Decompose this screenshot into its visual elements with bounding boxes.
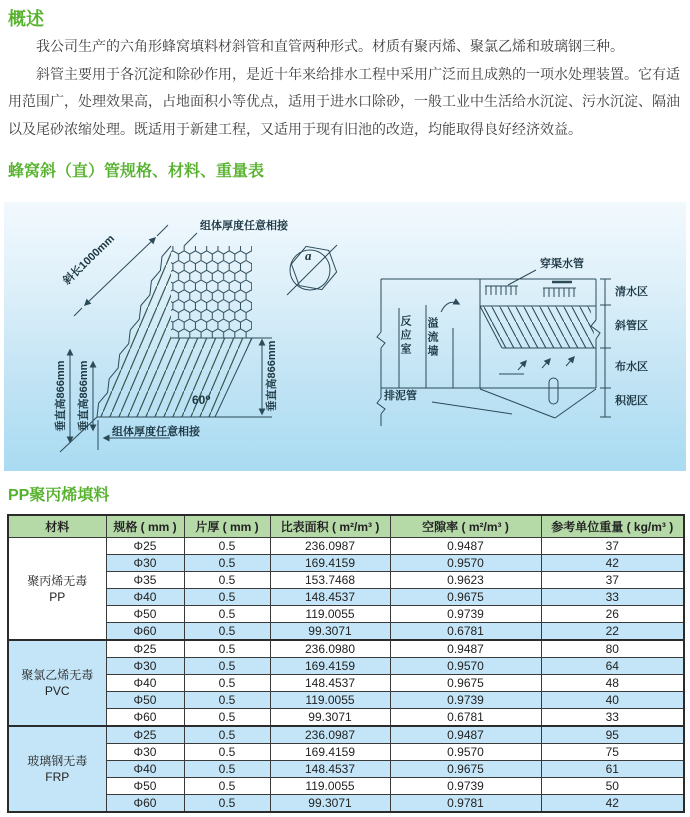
value-cell: 0.5 <box>184 623 270 641</box>
value-cell: Φ30 <box>106 744 184 761</box>
vertical-height-label-2: 垂直高866mm <box>78 360 90 432</box>
table-row <box>8 606 684 623</box>
value-cell: 0.5 <box>184 658 270 675</box>
material-code: PP <box>49 589 66 604</box>
column-header: 材料 <box>8 515 106 538</box>
materials-heading: PP聚丙烯填料 <box>8 487 110 504</box>
value-cell: 0.9675 <box>390 761 541 778</box>
value-cell: 33 <box>541 589 684 606</box>
zone-distribution-label: 布水区 <box>615 361 648 373</box>
value-cell: 99.3071 <box>270 795 390 813</box>
material-cell <box>8 538 106 641</box>
value-cell: 0.5 <box>184 778 270 795</box>
table-row <box>8 623 684 641</box>
value-cell: 37 <box>541 538 684 555</box>
value-cell: 0.5 <box>184 572 270 589</box>
table-row <box>8 692 684 709</box>
value-cell: Φ60 <box>106 709 184 727</box>
value-cell: Φ40 <box>106 589 184 606</box>
value-cell: 0.9487 <box>390 538 541 555</box>
overflow-wall-label: 溢流墙 <box>426 317 438 359</box>
value-cell: 236.0980 <box>270 640 390 658</box>
column-header: 规格 ( mm ) <box>106 515 184 538</box>
value-cell: 0.9570 <box>390 744 541 761</box>
value-cell: 0.9675 <box>390 675 541 692</box>
value-cell: 0.9739 <box>390 606 541 623</box>
value-cell: 0.5 <box>184 692 270 709</box>
table-row <box>8 658 684 675</box>
table-row <box>8 675 684 692</box>
value-cell: 119.0055 <box>270 778 390 795</box>
value-cell: 119.0055 <box>270 692 390 709</box>
value-cell: 0.6781 <box>390 709 541 727</box>
value-cell: Φ25 <box>106 538 184 555</box>
tube-size-label: a <box>305 248 312 263</box>
value-cell: 0.9739 <box>390 778 541 795</box>
material-code: FRP <box>45 770 70 784</box>
bottom-join-label: 组体厚度任意相接 <box>112 426 200 438</box>
value-cell: 236.0987 <box>270 538 390 555</box>
value-cell: Φ25 <box>106 726 184 744</box>
material-code: PVC <box>44 684 70 698</box>
value-cell: Φ40 <box>106 761 184 778</box>
value-cell: 48 <box>541 675 684 692</box>
vertical-height-label-3: 垂直高866mm <box>266 340 278 412</box>
table-row <box>8 538 684 555</box>
value-cell: Φ30 <box>106 555 184 572</box>
value-cell: 42 <box>541 555 684 572</box>
diagram-panel <box>4 202 686 471</box>
value-cell: Φ60 <box>106 795 184 813</box>
value-cell: Φ25 <box>106 640 184 658</box>
value-cell: 148.4537 <box>270 761 390 778</box>
value-cell: 50 <box>541 778 684 795</box>
value-cell: 169.4159 <box>270 555 390 572</box>
value-cell: 169.4159 <box>270 744 390 761</box>
overview-paragraph-1: 我公司生产的六角形蜂窝填料材斜管和直管两种形式。材质有聚丙烯、聚氯乙烯和玻璃钢三种。 <box>36 38 624 54</box>
column-header: 片厚 ( mm ) <box>184 515 270 538</box>
column-header: 比表面积 ( m²/m³ ) <box>270 515 390 538</box>
value-cell: Φ35 <box>106 572 184 589</box>
value-cell: 0.5 <box>184 726 270 744</box>
table-row <box>8 709 684 727</box>
table-row <box>8 795 684 813</box>
value-cell: 0.5 <box>184 744 270 761</box>
value-cell: 22 <box>541 623 684 641</box>
table-row <box>8 572 684 589</box>
value-cell: 0.9781 <box>390 795 541 813</box>
value-cell: 33 <box>541 709 684 727</box>
table-row <box>8 744 684 761</box>
value-cell: 0.5 <box>184 538 270 555</box>
top-join-label: 组体厚度任意相接 <box>200 220 288 232</box>
table-row <box>8 640 684 658</box>
value-cell: 0.5 <box>184 589 270 606</box>
value-cell: 99.3071 <box>270 623 390 641</box>
overview-paragraph-2: 斜管主要用于各沉淀和除砂作用，是近十年来给排水工程中采用广泛而且成熟的一项水处理装置。它有适用范围广，处理效果高，占地面积小等优点，适用于进水口除砂，一般工业中生活给水沉淀、污水沉淀、隔油以及尾砂浓缩处理。既适用于新建工程，又适用于现有旧池的改造，均能取得良好经济效益。 <box>8 65 680 137</box>
table-row <box>8 778 684 795</box>
value-cell: Φ60 <box>106 623 184 641</box>
value-cell: 0.6781 <box>390 623 541 641</box>
overview-heading: 概述 <box>8 9 44 29</box>
spec-table-header-row <box>8 515 684 538</box>
value-cell: 0.9487 <box>390 640 541 658</box>
value-cell: 64 <box>541 658 684 675</box>
top-pipe-label: 穿渠水管 <box>540 258 584 270</box>
value-cell: 75 <box>541 744 684 761</box>
spec-table-heading: 蜂窝斜（直）管规格、材料、重量表 <box>8 163 265 180</box>
value-cell: 0.9675 <box>390 589 541 606</box>
value-cell: 148.4537 <box>270 589 390 606</box>
value-cell: 0.5 <box>184 675 270 692</box>
value-cell: 0.5 <box>184 795 270 813</box>
value-cell: 42 <box>541 795 684 813</box>
value-cell: 0.9487 <box>390 726 541 744</box>
value-cell: 0.5 <box>184 709 270 727</box>
value-cell: 0.5 <box>184 606 270 623</box>
spec-table-body <box>8 538 684 813</box>
slant-length-label: 斜长1000mm <box>61 232 117 288</box>
value-cell: Φ50 <box>106 606 184 623</box>
spec-table <box>7 514 685 813</box>
value-cell: 26 <box>541 606 684 623</box>
value-cell: 80 <box>541 640 684 658</box>
value-cell: 95 <box>541 726 684 744</box>
material-cell <box>8 640 106 726</box>
value-cell: 37 <box>541 572 684 589</box>
table-row <box>8 761 684 778</box>
value-cell: 0.5 <box>184 555 270 572</box>
value-cell: 0.9739 <box>390 692 541 709</box>
table-row <box>8 555 684 572</box>
zone-sludge-label: 积泥区 <box>615 395 648 407</box>
value-cell: Φ50 <box>106 692 184 709</box>
material-name: 玻璃钢无毒 <box>27 754 88 768</box>
value-cell: 61 <box>541 761 684 778</box>
value-cell: 0.5 <box>184 640 270 658</box>
value-cell: Φ40 <box>106 675 184 692</box>
zone-clear-label: 清水区 <box>615 286 648 298</box>
value-cell: Φ30 <box>106 658 184 675</box>
value-cell: 236.0987 <box>270 726 390 744</box>
column-header: 空隙率 ( m²/m³ ) <box>390 515 541 538</box>
table-row <box>8 726 684 744</box>
material-cell <box>8 726 106 812</box>
vertical-height-label-1: 垂直高866mm <box>55 360 67 432</box>
value-cell: 0.5 <box>184 761 270 778</box>
value-cell: 148.4537 <box>270 675 390 692</box>
value-cell: 153.7468 <box>270 572 390 589</box>
value-cell: Φ50 <box>106 778 184 795</box>
value-cell: 0.9570 <box>390 658 541 675</box>
column-header: 参考单位重量 ( kg/m³ ) <box>541 515 684 538</box>
value-cell: 119.0055 <box>270 606 390 623</box>
material-name: 聚氯乙烯无毒 <box>21 668 94 682</box>
zone-tube-label: 斜管区 <box>615 320 648 332</box>
value-cell: 169.4159 <box>270 658 390 675</box>
material-name: 聚丙烯无毒 <box>27 573 88 588</box>
value-cell: 99.3071 <box>270 709 390 727</box>
reaction-chamber-label: 反应室 <box>399 315 411 357</box>
sludge-pipe-label: 排泥管 <box>384 390 417 402</box>
table-row <box>8 589 684 606</box>
angle-label: 60⁰ <box>192 393 211 407</box>
value-cell: 0.9570 <box>390 555 541 572</box>
value-cell: 0.9623 <box>390 572 541 589</box>
value-cell: 40 <box>541 692 684 709</box>
